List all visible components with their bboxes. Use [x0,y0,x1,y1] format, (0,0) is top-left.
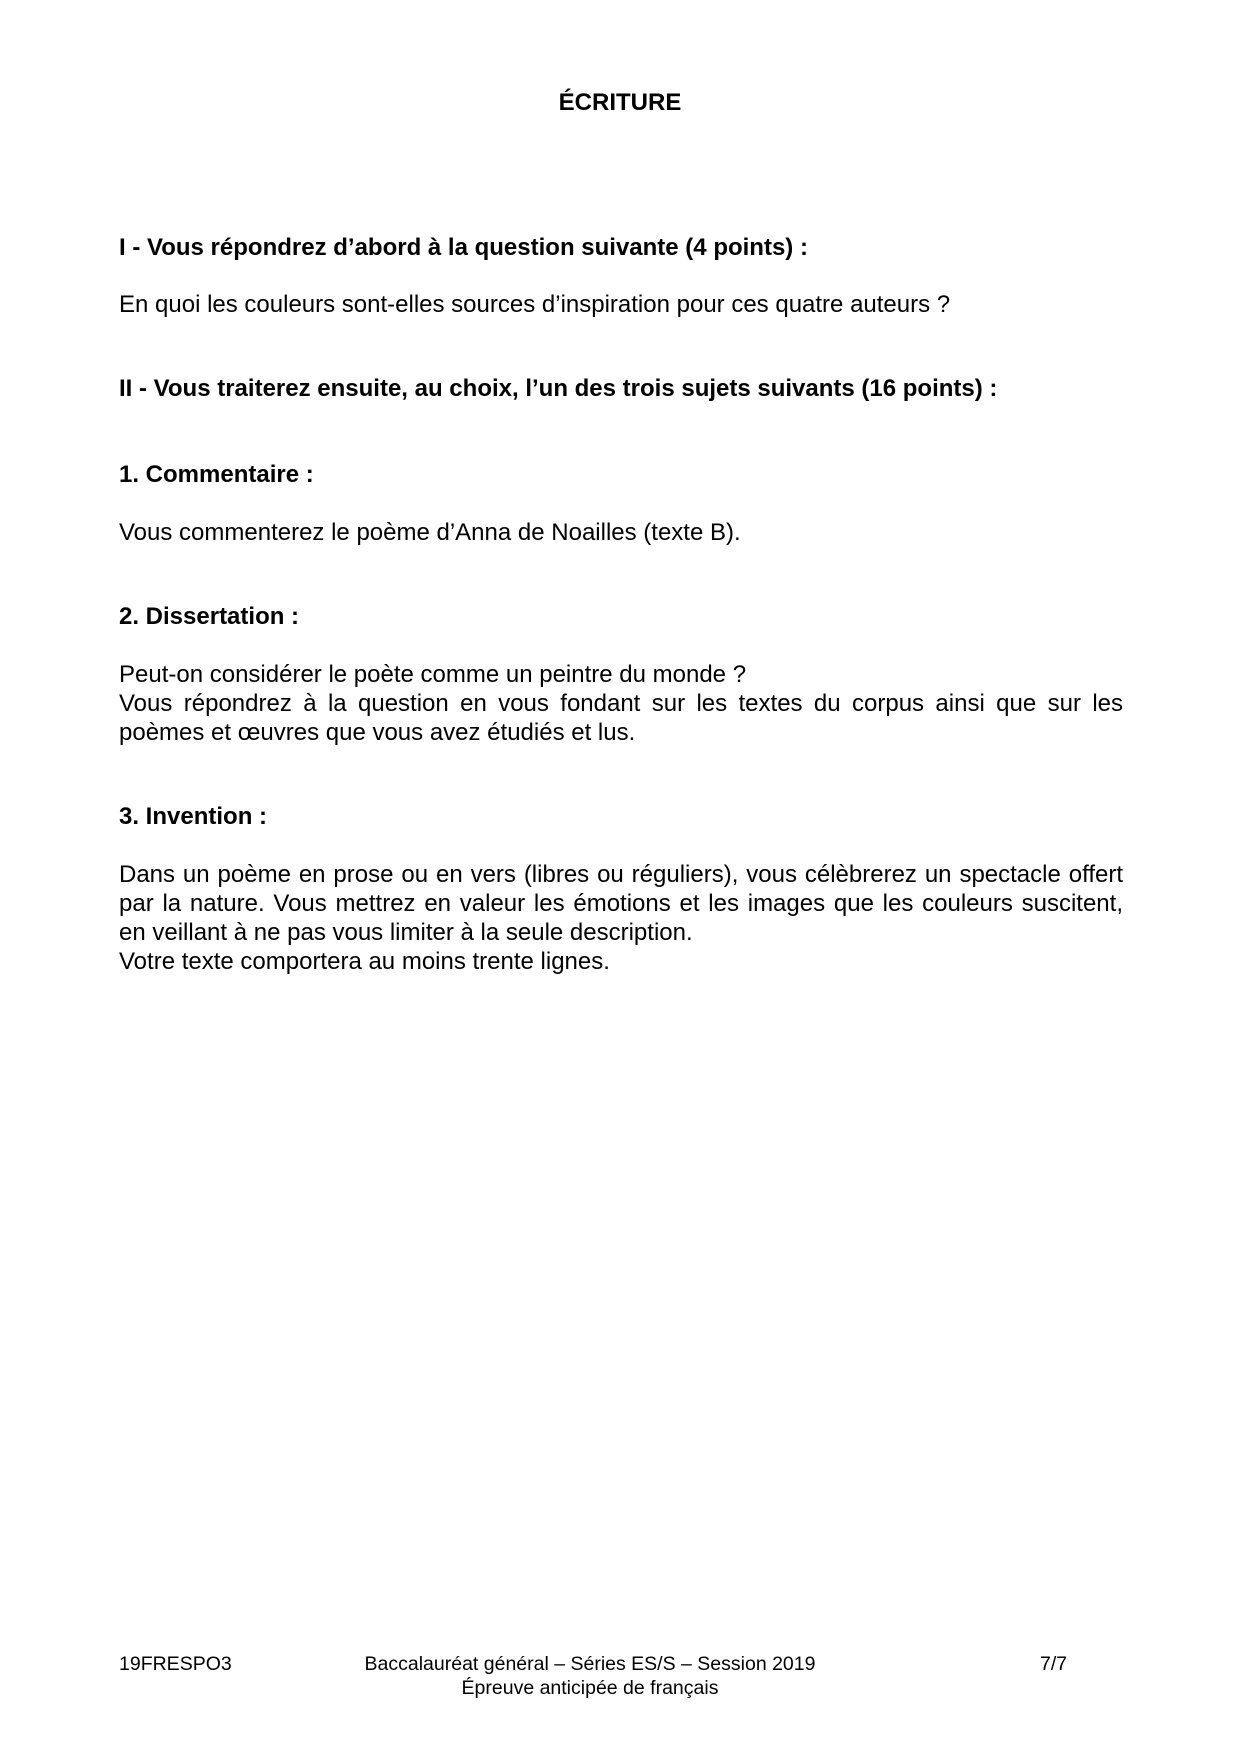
invention-length-requirement: Votre texte comportera au moins trente lignes. [119,948,610,975]
footer-page-number: 7/7 [1040,1653,1068,1675]
page-title: ÉCRITURE [558,89,682,116]
invention-instructions: Dans un poème en prose ou en vers (libres ou réguliers), vous célèbrerez un spectacle offert par la nature. Vous mettrez en valeur les émotions et les images que les couleurs suscitent, en veillant à ne pas vous limiter à la seule description. [119,861,1123,946]
subject-invention-text [119,860,1123,976]
subject-commentaire-text: Vous commenterez le poème d’Anna de Noailles (texte B). [119,519,741,546]
dissertation-instructions: Vous répondrez à la question en vous fondant sur les textes du corpus ainsi que sur les poèmes et œuvres que vous avez étudiés et lus. [119,690,1123,746]
part1-question: En quoi les couleurs sont-elles sources d’inspiration pour ces quatre auteurs ? [119,291,951,318]
part2-heading: II - Vous traiterez ensuite, au choix, l’un des trois sujets suivants (16 points) : [119,375,998,402]
part1-heading: I - Vous répondrez d’abord à la question suivante (4 points) : [119,234,808,261]
subject-commentaire-heading: 1. Commentaire : [119,461,314,488]
subject-invention-heading: 3. Invention : [119,803,268,830]
footer-exam-info [330,1652,850,1700]
dissertation-question: Peut-on considérer le poète comme un peintre du monde ? [119,661,747,688]
footer-subject-code: 19FRESPO3 [119,1653,232,1675]
footer-exam-line1: Baccalauréat général – Séries ES/S – Session 2019 [364,1653,816,1675]
footer-exam-line2: Épreuve anticipée de français [461,1677,719,1699]
subject-dissertation-heading: 2. Dissertation : [119,603,300,630]
subject-dissertation-text [119,660,1123,747]
